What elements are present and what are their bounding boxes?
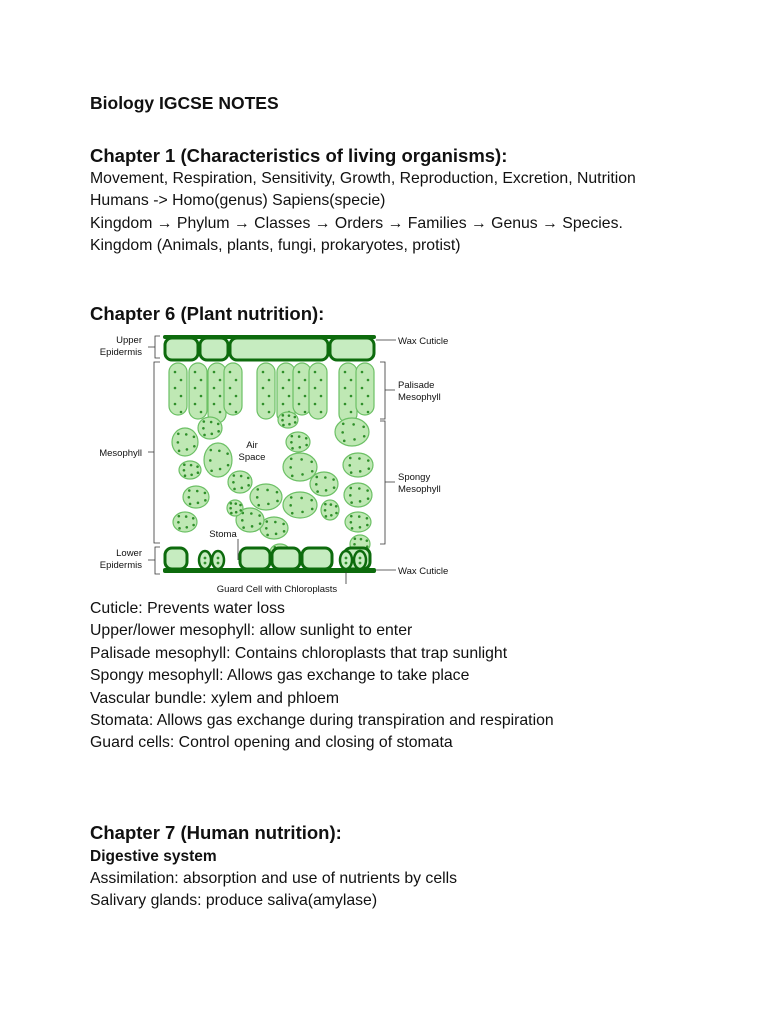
chloroplast [304,379,307,382]
chloroplast [367,395,370,398]
chloroplast [363,435,366,438]
chloroplast [193,435,196,438]
chloroplast [230,502,233,505]
chloroplast [219,468,222,471]
chloroplast [330,503,333,506]
note-line: Cuticle: Prevents water loss [90,600,285,617]
chloroplast [268,411,271,414]
label-stoma: Stoma [209,529,237,540]
chloroplast [345,557,348,560]
chloroplast [359,470,362,473]
chloroplast [335,505,338,508]
chloroplast [354,537,357,540]
chloroplast [262,403,265,406]
chloroplast [304,411,307,414]
chloroplast [358,515,361,518]
chloroplast [294,416,297,419]
chloroplast [183,469,186,472]
chloroplast [230,512,233,515]
chloroplast [344,371,347,374]
chloroplast [298,435,301,438]
spongy-cell [173,512,197,532]
chloroplast [247,477,250,480]
chloroplast [311,508,314,511]
chloroplast [288,379,291,382]
label-wax-cuticle-top: Wax Cuticle [398,336,449,347]
chloroplast [239,509,242,512]
chloroplast [283,530,286,533]
spongy-cell [335,418,369,446]
document-title: Biology IGCSE NOTES [90,93,279,113]
leaf-cells [163,335,376,573]
chloroplast [262,371,265,374]
chloroplast [180,379,183,382]
chloroplast [367,467,370,470]
chloroplast [359,526,362,529]
chloroplast [186,448,189,451]
chloroplast [362,425,365,428]
chloroplast [209,459,212,462]
chloroplast [288,423,291,426]
chloroplast [210,433,213,436]
chloroplast [266,489,269,492]
chloroplast [288,414,291,417]
chloroplast [210,421,213,424]
note-line: Guard cells: Control opening and closing of stomata [90,734,453,752]
spongy-cell [228,471,252,493]
upper-epidermis-cell [200,338,228,360]
spongy-cell [204,443,232,477]
chloroplast [213,403,216,406]
chloroplast [203,434,206,437]
label-guard-cell: Guard Cell with Chloroplasts [216,584,338,595]
chloroplast [304,395,307,398]
spongy-cell [198,417,222,439]
chloroplast [311,470,314,473]
chloroplast [320,379,323,382]
palisade-cell [257,363,275,419]
chloroplast [350,471,353,474]
chloroplast [210,469,213,472]
chloroplast [282,387,285,390]
chloroplast [265,527,268,530]
chloroplast [344,403,347,406]
spongy-cell [250,484,282,510]
chloroplast [353,543,356,546]
chloroplast [349,457,352,460]
spongy-cell [278,412,298,428]
chapter-1-notes [90,168,636,258]
lower-epidermis-cell [240,548,270,569]
chloroplast [197,502,200,505]
chloroplast [174,371,177,374]
chloroplast [251,525,254,528]
chloroplast [177,441,180,444]
chloroplast [190,464,193,467]
chapter-6-notes [90,598,554,755]
chloroplast [305,444,308,447]
chloroplast [290,496,293,499]
lower-epidermis-bracket [148,547,160,574]
chloroplast [320,411,323,414]
chloroplast [174,387,177,390]
palisade-cell [224,363,242,415]
chloroplast [349,487,352,490]
chloroplast [268,395,271,398]
chloroplast [314,403,317,406]
chloroplast [196,490,199,493]
upper-epidermis-cell [330,338,374,360]
spongy-cell [283,492,317,518]
chloroplast [226,452,229,455]
chloroplast [235,511,238,514]
mesophyll-bracket [148,362,160,543]
label-palisade-mesophyll: Mesophyll [398,392,441,403]
digestive-system-subheading: Digestive system [90,848,217,865]
chloroplast [316,490,319,493]
upper-epidermis-bracket [148,336,160,358]
label-upper-epidermis: Epidermis [99,347,142,358]
chloroplast [250,512,253,515]
chloroplast [177,433,180,436]
chloroplast [240,475,243,478]
chloroplast [219,379,222,382]
chloroplast [229,387,232,390]
chloroplast [315,476,318,479]
chloroplast [282,371,285,374]
chloroplast [178,515,181,518]
chloroplast [229,403,232,406]
chloroplast [193,445,196,448]
chloroplast [227,464,230,467]
chloroplast [282,424,285,427]
upper-epidermis-cell [165,338,198,360]
chloroplast [267,503,270,506]
chloroplast [265,520,268,523]
upper-epidermis-cell [230,338,328,360]
chloroplast [194,371,197,374]
label-lower: Lower [116,548,142,559]
chloroplast [351,527,354,530]
chloroplast [258,514,261,517]
chloroplast [213,387,216,390]
chloroplast [290,458,293,461]
chloroplast [204,492,207,495]
chloroplast [333,486,336,489]
chloroplast [361,371,364,374]
chloroplast [324,509,327,512]
chloroplast [291,435,294,438]
chloroplast [185,433,188,436]
note-line: Humans -> Homo(genus) Sapiens(specie) [90,192,386,210]
chloroplast [233,474,236,477]
chloroplast [235,411,238,414]
chloroplast [192,524,195,527]
chloroplast [240,487,243,490]
chloroplast [300,497,303,500]
chloroplast [217,562,220,565]
chloroplast [350,379,353,382]
chloroplast [213,371,216,374]
chloroplast [367,411,370,414]
chloroplast [345,562,348,565]
chloroplast [229,371,232,374]
label-mesophyll: Mesophyll [99,448,142,459]
note-line: Kingdom (Animals, plants, fungi, prokaryotes, protist) [90,237,461,255]
chloroplast [185,526,188,529]
chloroplast [310,499,313,502]
chloroplast [291,475,294,478]
chloroplast [366,517,369,520]
chloroplast [359,562,362,565]
chloroplast [366,524,369,527]
chloroplast [217,430,220,433]
chloroplast [217,557,220,560]
chloroplast [197,471,200,474]
label-air: Air [246,440,258,451]
chloroplast [325,515,328,518]
chloroplast [203,420,206,423]
chloroplast [275,533,278,536]
chloroplast [360,538,363,541]
chloroplast [177,521,180,524]
chapter-7-notes [90,868,457,913]
chloroplast [217,423,220,426]
chloroplast [219,395,222,398]
chloroplast [314,371,317,374]
chloroplast [324,476,327,479]
chloroplast [348,464,351,467]
chloroplast [194,387,197,390]
chloroplast [335,512,338,515]
lower-epidermis-cell [165,548,187,569]
chloroplast [343,440,346,443]
chloroplast [341,431,344,434]
label-palisade: Palisade [398,380,435,391]
spongy-cell [283,453,317,481]
chloroplast [290,441,293,444]
chloroplast [218,449,221,452]
label-spongy: Spongy [398,472,431,483]
chloroplast [282,403,285,406]
chloroplast [274,521,277,524]
chloroplast [350,411,353,414]
spongy-bracket [380,421,395,544]
note-line: Vascular bundle: xylem and phloem [90,689,340,707]
palisade-cell [189,363,207,419]
chloroplast [291,512,294,515]
chloroplast [350,521,353,524]
chloroplast [359,557,362,560]
chloroplast [358,487,361,490]
note-line: Upper/lower mesophyll: allow sunlight to enter [90,622,413,640]
spongy-cell [345,512,371,532]
chloroplast [200,395,203,398]
chloroplast [298,403,301,406]
chloroplast [350,395,353,398]
chloroplast [194,403,197,406]
chloroplast [209,449,212,452]
chloroplast [350,501,353,504]
chloroplast [282,523,285,526]
palisade-cell [356,363,374,415]
chloroplast [178,527,181,530]
chloroplast [190,473,193,476]
note-line: Movement, Respiration, Sensitivity, Growth, Reproduction, Excretion, Nutrition [90,170,636,187]
chloroplast [289,466,292,469]
chloroplast [188,489,191,492]
spongy-cell [310,472,338,496]
guard-cell [212,551,224,569]
chapter-1-heading: Chapter 1 (Characteristics of living organisms): [90,145,508,166]
chloroplast [196,465,199,468]
spongy-cell [183,486,209,508]
lower-epidermis-cell [272,548,300,569]
chloroplast [183,463,186,466]
palisade-cell [293,363,311,415]
label-air-space: Space [238,452,266,463]
spongy-cell [179,461,201,479]
chloroplast [367,497,370,500]
chloroplast [349,494,352,497]
chloroplast [300,458,303,461]
chloroplast [352,423,355,426]
chloroplast [204,557,207,560]
palisade-bracket [380,362,395,419]
chloroplast [204,499,207,502]
chloroplast [259,522,262,525]
chloroplast [305,437,308,440]
chloroplast [268,379,271,382]
lower-epidermis-cell [302,548,332,569]
label-lower-epidermis: Epidermis [99,560,142,571]
chloroplast [219,411,222,414]
chloroplast [367,459,370,462]
chloroplast [242,526,245,529]
chloroplast [232,481,235,484]
chloroplast [235,395,238,398]
chloroplast [332,478,335,481]
chloroplast [233,488,236,491]
chloroplast [361,403,364,406]
spongy-cell [321,500,339,520]
chloroplast [294,421,297,424]
chloroplast [289,504,292,507]
palisade-cell [339,363,357,423]
chapter-6-heading: Chapter 6 (Plant nutrition): [90,303,325,324]
chloroplast [298,446,301,449]
note-line: Salivary glands: produce saliva(amylase) [90,892,378,910]
chloroplast [188,496,191,499]
chloroplast [342,423,345,426]
chloroplast [192,517,195,520]
chloroplast [257,504,260,507]
chloroplast [361,387,364,390]
chloroplast [353,438,356,441]
chloroplast [180,411,183,414]
chloroplast [185,515,188,518]
chloroplast [350,515,353,518]
chloroplast [256,496,259,499]
chloroplast [281,419,284,422]
chloroplast [366,539,369,542]
palisade-cell [309,363,327,419]
note-line: Kingdom → Phylum → Classes → Orders → Families → Genus → Species. [90,214,623,232]
guard-cell [199,551,211,569]
label-upper: Upper [116,335,142,346]
chloroplast [235,379,238,382]
chloroplast [325,489,328,492]
chloroplast [247,484,250,487]
chloroplast [366,489,369,492]
chloroplast [184,474,187,477]
chloroplast [301,473,304,476]
chloroplast [262,387,265,390]
spongy-cell [343,453,373,477]
note-line: Stomata: Allows gas exchange during transpiration and respiration [90,711,554,729]
chapter-7-heading: Chapter 7 (Human nutrition): [90,822,342,843]
chloroplast [276,491,279,494]
chloroplast [310,460,313,463]
note-line: Assimilation: absorption and use of nutrients by cells [90,870,458,887]
spongy-cell [344,483,372,507]
label-spongy-mesophyll: Mesophyll [398,484,441,495]
chloroplast [330,514,333,517]
chloroplast [266,534,269,537]
note-line: Spongy mesophyll: Allows gas exchange to take place [90,667,470,685]
spongy-cell [286,432,310,452]
label-wax-cuticle-bottom: Wax Cuticle [398,566,449,577]
chloroplast [298,371,301,374]
chloroplast [229,507,232,510]
spongy-cell [172,428,198,456]
chloroplast [239,504,242,507]
chloroplast [298,387,301,390]
chloroplast [189,503,192,506]
note-line: Palisade mesophyll: Contains chloroplasts that trap sunlight [90,644,508,662]
chloroplast [256,488,259,491]
chloroplast [200,411,203,414]
chloroplast [367,379,370,382]
chloroplast [234,502,237,505]
chloroplast [241,519,244,522]
chloroplast [174,403,177,406]
chloroplast [344,387,347,390]
chloroplast [202,427,205,430]
chloroplast [358,457,361,460]
chloroplast [315,483,318,486]
chloroplast [291,447,294,450]
guard-cell [354,551,366,569]
chloroplast [314,387,317,390]
chloroplast [282,414,285,417]
chloroplast [320,395,323,398]
chloroplast [359,500,362,503]
chloroplast [276,500,279,503]
palisade-cell [169,363,187,415]
palisade-cell [208,363,226,423]
chloroplast [288,395,291,398]
chloroplast [178,450,181,453]
guard-cell [340,551,352,569]
chloroplast [200,379,203,382]
leaf-cross-section-diagram [90,332,460,596]
chloroplast [204,562,207,565]
chloroplast [324,503,327,506]
chloroplast [301,511,304,514]
chloroplast [180,395,183,398]
